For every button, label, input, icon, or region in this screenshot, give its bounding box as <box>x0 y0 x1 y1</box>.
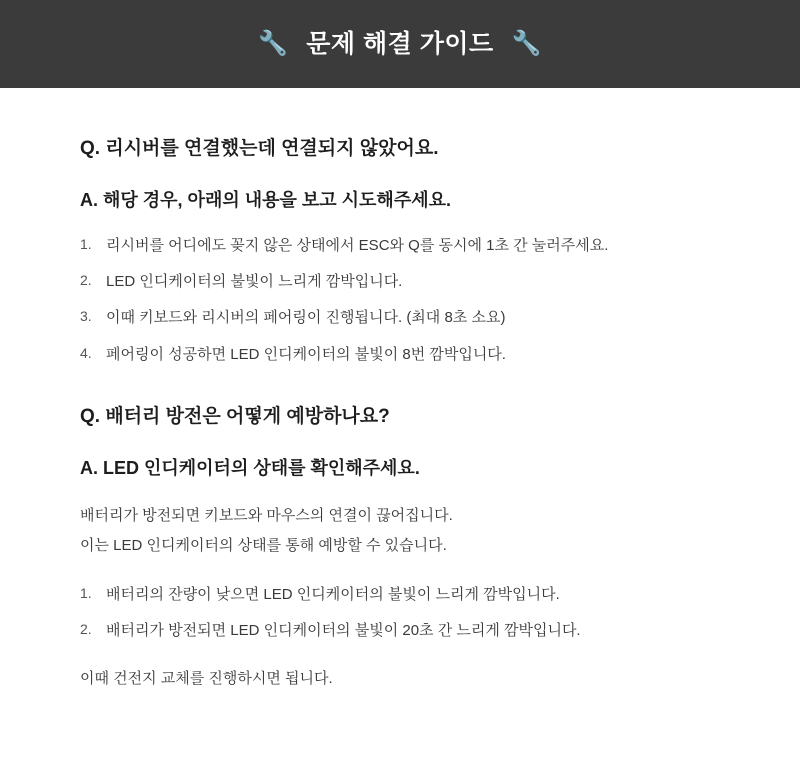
faq-closing-note: 이때 건전지 교체를 진행하시면 됩니다. <box>80 670 333 688</box>
step-number: 3. <box>80 308 92 325</box>
spacer <box>80 655 720 665</box>
step-text: 리시버를 어디에도 꽂지 않은 상태에서 ESC와 Q를 동시에 1초 간 눌러주세요. <box>106 236 609 254</box>
wrench-icon: 🔧 <box>511 30 542 57</box>
faq-section-battery <box>80 404 720 694</box>
step-number: 1. <box>80 235 92 252</box>
step-text: 이때 키보드와 리시버의 페어링이 진행됩니다. (최대 8초 소요) <box>106 309 506 327</box>
faq-answer: A. LED 인디케이터의 상태를 확인해주세요. <box>80 457 420 478</box>
steps-list <box>80 583 720 643</box>
wrench-icon: 🔧 <box>258 30 289 57</box>
step-number: 2. <box>80 272 92 289</box>
list-item <box>80 343 720 366</box>
page-header <box>0 0 800 88</box>
step-text: 페어링이 성공하면 LED 인디케이터의 불빛이 8번 깜박입니다. <box>106 345 506 363</box>
faq-question: Q. 리시버를 연결했는데 연결되지 않았어요. <box>80 138 439 159</box>
content-area <box>0 88 800 740</box>
step-number: 2. <box>80 621 92 638</box>
step-number: 4. <box>80 344 92 361</box>
faq-answer: A. 해당 경우, 아래의 내용을 보고 시도해주세요. <box>80 189 451 210</box>
step-text: 배터리가 방전되면 LED 인디케이터의 불빛이 20초 간 느리게 깜박입니다. <box>106 622 581 640</box>
list-item <box>80 619 720 642</box>
step-text: LED 인디케이터의 불빛이 느리게 깜박입니다. <box>106 273 403 291</box>
steps-list <box>80 234 720 366</box>
faq-question: Q. 배터리 방전은 어떻게 예방하나요? <box>80 405 390 427</box>
step-text: 배터리의 잔량이 낮으면 LED 인디케이터의 불빛이 느리게 깜박입니다. <box>106 585 560 603</box>
faq-section-receiver <box>80 136 720 366</box>
list-item <box>80 583 720 606</box>
faq-paragraph: 배터리가 방전되면 키보드와 마우스의 연결이 끊어집니다. <box>80 506 453 524</box>
list-item <box>80 270 720 293</box>
list-item <box>80 234 720 257</box>
list-item <box>80 306 720 329</box>
spacer <box>80 563 720 583</box>
faq-paragraph: 이는 LED 인디케이터의 상태를 통해 예방할 수 있습니다. <box>80 537 447 555</box>
step-number: 1. <box>80 584 92 601</box>
page-title: 문제 해결 가이드 <box>306 29 494 58</box>
